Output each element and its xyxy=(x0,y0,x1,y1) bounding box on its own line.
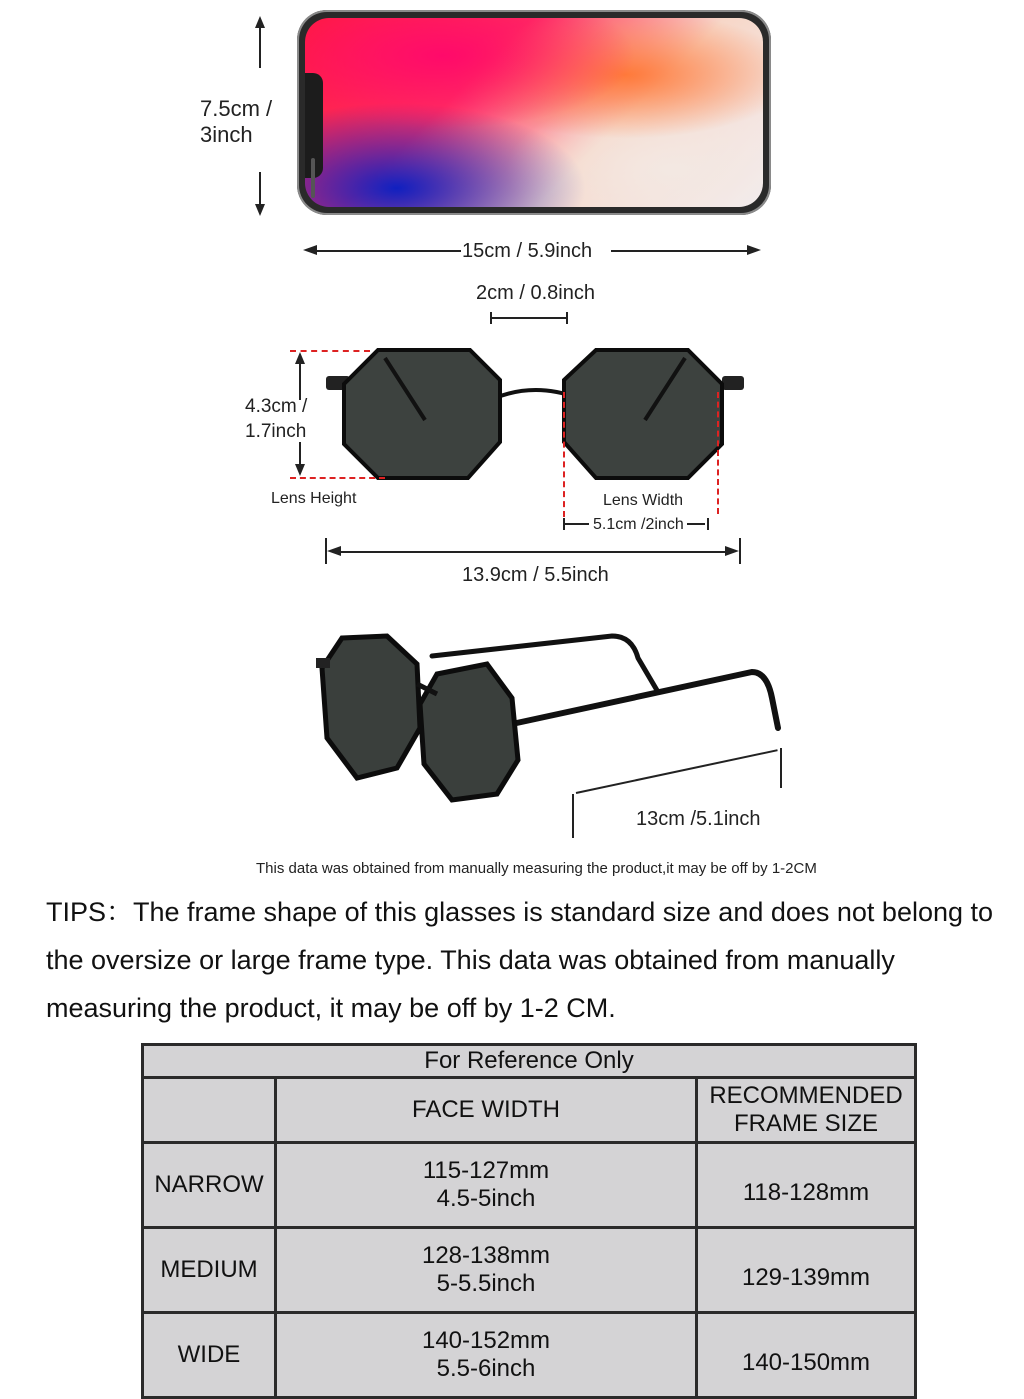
row-category: NARROW xyxy=(143,1143,276,1228)
phone-image xyxy=(297,10,771,215)
reference-table xyxy=(141,1043,917,1399)
lens-width-guide-right xyxy=(717,392,719,514)
table-row xyxy=(143,1228,916,1313)
table-row xyxy=(143,1143,916,1228)
row-face-width: 140-152mm 5.5-6inch xyxy=(276,1313,697,1398)
header-recommended: RECOMMENDED FRAME SIZE xyxy=(697,1078,916,1143)
phone-width-label: 15cm / 5.9inch xyxy=(462,240,593,262)
tips-paragraph: TIPS：The frame shape of this glasses is standard size and does not belong to the oversize or large frame type. This data was obtained from manually measuring the product, it may be off by 1-2 CM. xyxy=(46,897,994,1023)
disclaimer-text: This data was obtained from manually measuring the product,it may be off by 1-2CM xyxy=(256,860,817,877)
temple-length-label: 13cm /5.1inch xyxy=(636,808,761,830)
table-row xyxy=(143,1313,916,1398)
phone-screen xyxy=(305,18,763,207)
total-width-label: 13.9cm / 5.5inch xyxy=(462,564,609,586)
front-glasses-image xyxy=(320,340,750,490)
lens-height-arrow-bottom xyxy=(295,442,305,476)
lens-width-caption: Lens Width xyxy=(603,492,684,509)
phone-height-arrow-top xyxy=(255,16,265,68)
phone-height-arrow-bottom xyxy=(255,172,265,216)
header-category xyxy=(143,1078,276,1143)
total-width-arrow xyxy=(325,538,741,564)
lens-height-guide-bottom xyxy=(290,477,385,479)
lens-height-arrow xyxy=(295,352,305,400)
row-frame-size: 118-128mm xyxy=(697,1143,916,1228)
row-category: MEDIUM xyxy=(143,1228,276,1313)
row-category: WIDE xyxy=(143,1313,276,1398)
lens-width-value: 5.1cm /2inch xyxy=(593,516,684,533)
bridge-label: 2cm / 0.8inch xyxy=(476,282,595,304)
row-face-width: 128-138mm 5-5.5inch xyxy=(276,1228,697,1313)
lens-height-caption: Lens Height xyxy=(271,490,357,507)
table-title: For Reference Only xyxy=(143,1045,916,1078)
lens-height-value: 4.3cm / 1.7inch xyxy=(245,396,308,442)
bridge-arrow xyxy=(490,312,568,324)
phone-notch xyxy=(305,73,323,178)
header-face-width: FACE WIDTH xyxy=(276,1078,697,1143)
lens-width-guide-left xyxy=(563,392,565,517)
phone-height-label: 7.5cm / 3inch xyxy=(200,96,273,147)
row-face-width: 115-127mm 4.5-5inch xyxy=(276,1143,697,1228)
row-frame-size: 129-139mm xyxy=(697,1228,916,1313)
row-frame-size: 140-150mm xyxy=(697,1313,916,1398)
